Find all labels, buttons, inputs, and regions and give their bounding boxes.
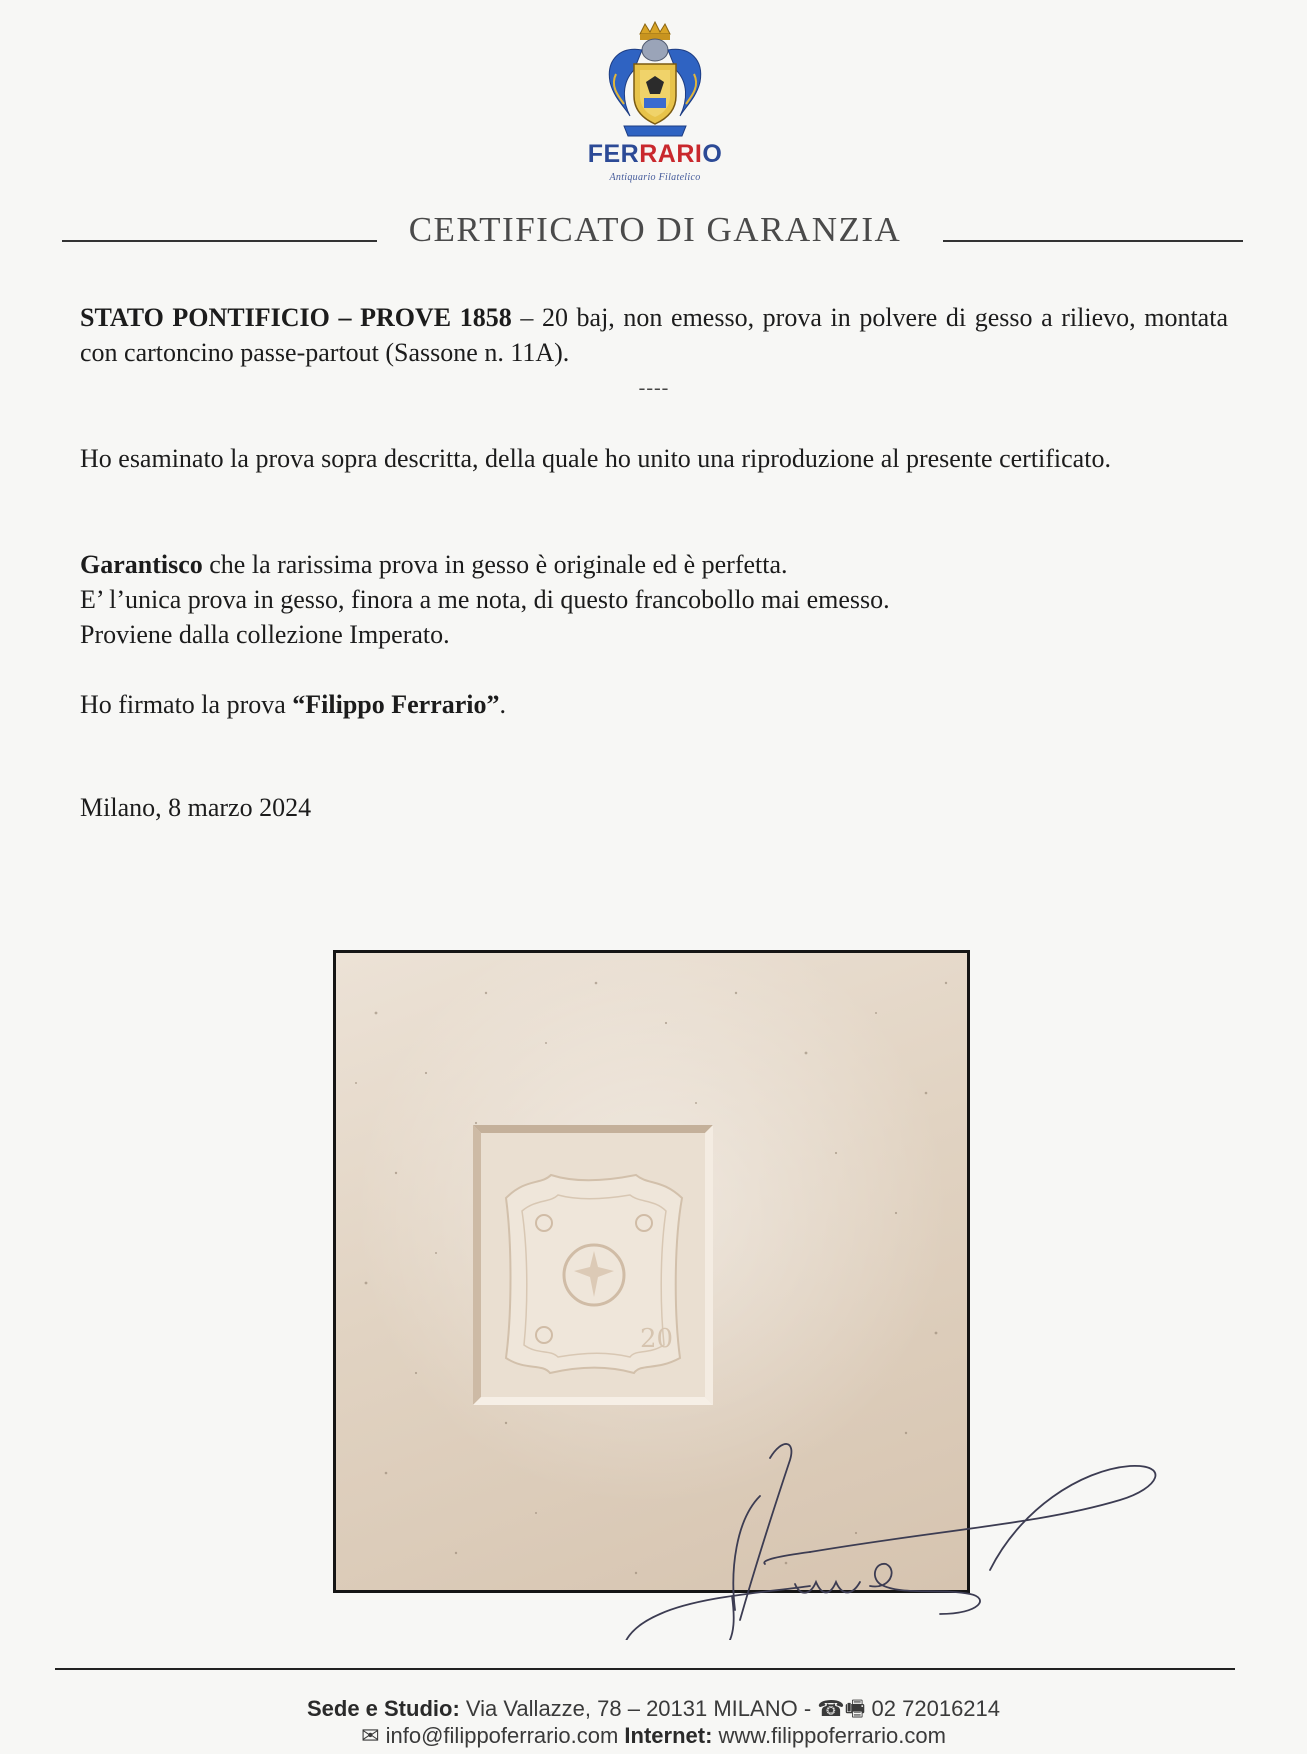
brand-right: O	[702, 140, 723, 168]
proof-value-mark: 20	[640, 1324, 674, 1354]
email-link[interactable]: info@filippoferrario.com	[379, 1723, 619, 1748]
signed-prefix: Ho firmato la prova	[80, 690, 293, 719]
unique-paragraph: E’ l’unica prova in gesso, finora a me nota, di questo francobollo mai emesso.	[80, 585, 890, 614]
handwritten-signature	[560, 1400, 1180, 1640]
signed-suffix: .	[499, 690, 507, 719]
brand-mid: RARI	[639, 140, 703, 168]
signed-paragraph	[80, 687, 1228, 722]
office-address: Via Vallazze, 78 – 20131 MILANO -	[459, 1696, 818, 1721]
guarantee-text: che la rarissima prova in gesso è originale ed è perfetta.	[202, 550, 788, 579]
crest-logo	[600, 20, 710, 148]
office-label: Sede e Studio:	[306, 1696, 460, 1721]
examined-paragraph: Ho esaminato la prova sopra descritta, della quale ho unito una riproduzione al presente certificato.	[80, 444, 1111, 473]
item-description	[80, 300, 1228, 370]
phone-icon: ☎🖷	[817, 1696, 866, 1721]
title-rule-left	[62, 240, 377, 242]
signed-name: “Filippo Ferrario”	[292, 690, 500, 719]
guarantee-paragraph	[80, 547, 1228, 582]
footer-contact-line	[0, 1723, 1307, 1749]
item-title: STATO PONTIFICIO – PROVE 1858	[80, 303, 512, 332]
brand-left: FER	[587, 140, 640, 168]
section-separator: ----	[638, 377, 670, 399]
item-details: – 20 baj, non emesso, prova in polvere di gesso a rilievo, montata con cartoncino passe-partout (Sassone n. 11A).	[80, 303, 1228, 367]
phone-number: 02 72016214	[865, 1696, 1001, 1721]
title-rule-right	[943, 240, 1243, 242]
place-date: Milano, 8 marzo 2024	[80, 793, 312, 822]
certificate-title: CERTIFICATO DI GARANZIA	[408, 210, 902, 249]
website-link[interactable]: www.filippoferrario.com	[712, 1723, 946, 1748]
internet-label: Internet:	[624, 1723, 713, 1748]
provenance-paragraph: Proviene dalla collezione Imperato.	[80, 620, 450, 649]
footer-rule	[55, 1668, 1235, 1670]
guarantee-bold: Garantisco	[80, 550, 203, 579]
brand-tagline: Antiquario Filatelico	[609, 172, 701, 183]
mail-icon: ✉	[361, 1723, 380, 1748]
brand-name	[550, 140, 760, 169]
